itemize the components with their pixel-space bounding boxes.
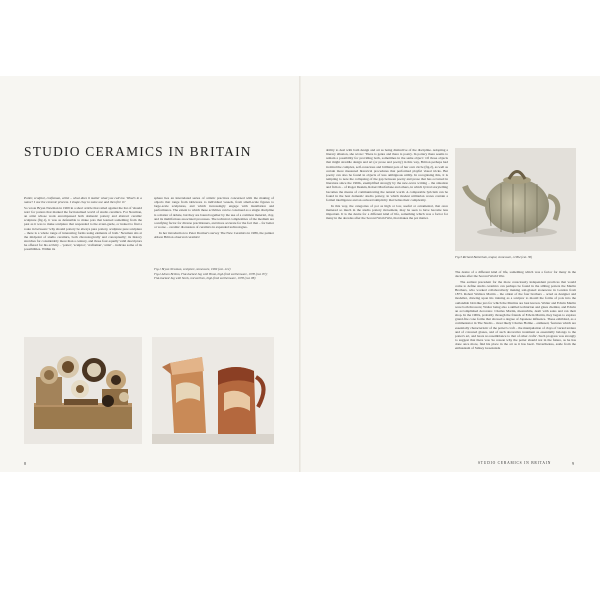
right-page-column-2 xyxy=(455,270,576,448)
caption-fig-3: Fig.3 Richard Batterham, teapot, stoneware, c1964 (cat. 36) xyxy=(455,255,533,259)
left-page-column-1 xyxy=(24,196,142,352)
caption-fig-1-text: Fig.1 Bryan Newman, sculpture, stoneware, 1969 (cat. 212) xyxy=(154,267,231,271)
body-paragraph: In this way, the categories of pot as high or low, useful or ornamental, that once mattered so much in the studio pottery movement, may be seen to have become less important. It is the desire for a different kind of life, something which was a factor for many in the decades after the Second World War, that makes the pot matter. xyxy=(326,203,448,220)
caption-fig-2-text: Fig.2 Alison Britton, Flat-backed Jug with Hook, high-fired earthenware, 1978 (cat. 87); Flat-backed Jug with Stork, red earthen, high-fired earthenware, 1978 (cat. 88) xyxy=(154,271,268,280)
body-paragraph: The desire of a different kind of life, something which was a factor for many in the decades after the Second World War. xyxy=(455,270,576,279)
book-gutter xyxy=(299,76,301,472)
chapter-title: STUDIO CERAMICS IN BRITAIN xyxy=(24,144,252,159)
body-paragraph: In her introduction to Peter Dormer's survey The New Ceramics in 1986, the painter Alison Britton observed ceramics' xyxy=(154,230,274,239)
left-page-column-2 xyxy=(154,196,274,260)
right-page-column-1 xyxy=(326,148,448,448)
body-paragraph: ability to deal with both design and art as being distinctive of the discipline. Adopting a literary allusion, she wrote: 'There is genre and there is poetry. In pottery there seems to remain a possibility for providing both, sometimes in the same object.' Of those objects that might straddle design and art (or prose and poetry) in this way, Britton perhaps had in mind the complex, self-conscious and brilliant pots of her own circle (fig.2), as well as certain more measured historical procedures that performed playful visual tricks. But poetry can also be found in objects of less ambiguous utility. In recognising this, it is tempting to note the collapsing of the gap between poetry and prose that has occurred in literature since the 1960s, exemplified strongly by the new-wave writing – the situation and fiction – of Roger Deakin, Robert Macfarlane and others, in which lyrical storytelling becomes the means of communicating the natural world. A comparable lyricism can be found in the best domestic studio pottery, in which modest utilitarian wares contain a formal intelligence and an outward simplicity that belies their complexity. xyxy=(326,148,448,202)
photo-jugs xyxy=(152,337,274,444)
body-paragraph: sphere lies an interrelated series of artistic practices concerned with the making of objects that range from tableware to individual vessels, from small-scale figures to large-scale sculptures, and which increasingly engage with installation and performance. The extent to which these activities can be construed as a single discipline is a matter of debate, but they are bound together by the use of a common material, clay, and its multifarious associated processes. The technical complexities of the medium are a unifying factor for diverse practitioners, and more accurate for the fact that – for better or worse – ceramic discussion of ceramics in expanded technologies. xyxy=(154,196,274,230)
page-number-right: 9 xyxy=(572,461,574,466)
page-number-left: 8 xyxy=(24,461,26,466)
photo-ceramic-sculpture xyxy=(24,337,142,444)
intro-quote: Potter, sculptor, craftsman, artist – what does it matter what you call me. What's in a name? I use the ceramic process. I shape clay to some use and then fire it? xyxy=(24,196,142,205)
caption-fig-1 xyxy=(154,268,274,281)
photo-teapot xyxy=(455,148,576,251)
running-head: STUDIO CERAMICS IN BRITAIN xyxy=(478,461,552,465)
body-paragraph: The earliest precedent for the more consciously independent practices that would come to define studio ceramics can perhaps be found in the sibling potters the Martin Brothers, who worked collaboratively making salt-glazed stoneware in London from 1873. Robert Wallace Martin – the oldest of the four brothers – acted as designer and modeller, drawing upon his training as a sculptor to mould the forms of pots into the outlandish bird-like jars for which the Martins are best known. Walter and Edwin Martin were both throwers; Walter being also a skilled technician and glaze chemist, and Edwin an accomplished decorator. Charles Martin, meanwhile, dealt with sales and ran their shop. In the 1900s, probably through the friends of Edwin Martin, they began to explore grand-fire cone forms that showed a degree of Japanese influence. These exhibited, as a commentator in The Studio – most likely Charles Holme – enthused, 'features which are essentially characteristic of the potter's craft – the manipulation of clays of varied texture and of coloured glazes, and of such decorative treatment as essentially belongs to the potter's art, and bears no resemblance to that of other crafts'. Such progress was strongly to suggest that there was 'no reason why the potter should not in the future, as he has done once more, find his place in the art as it has been'. Nevertheless, aside from the enthusiasm of Sidney Greenslade xyxy=(455,279,576,351)
body-paragraph: So wrote Bryan Newman in 1969 in a short article that railed against the list of 'should nots' for potters that marked the factionalised world of studio ceramics. For Newman, an artist whose work encompassed both domestic pottery and abstract ceramic sculpture (fig.1), it was as defensible to make pots that learned something from the past as it was to make sculpture that responded to the avant-garde, or indeed to find a route in between: 'why should pottery be always pure pottery, sculpture pure sculpture – there is a whole range of interesting forms using elements of both.' Newman sits at the midpoint of studio ceramics, both chronologically and conceptually; its history stretches for considerably more than a century, and those four equally valid descriptors he offered for his activity – 'potter', 'sculptor', 'craftsman', 'artist' – indicate some of its possibilities. Within its xyxy=(24,205,142,252)
